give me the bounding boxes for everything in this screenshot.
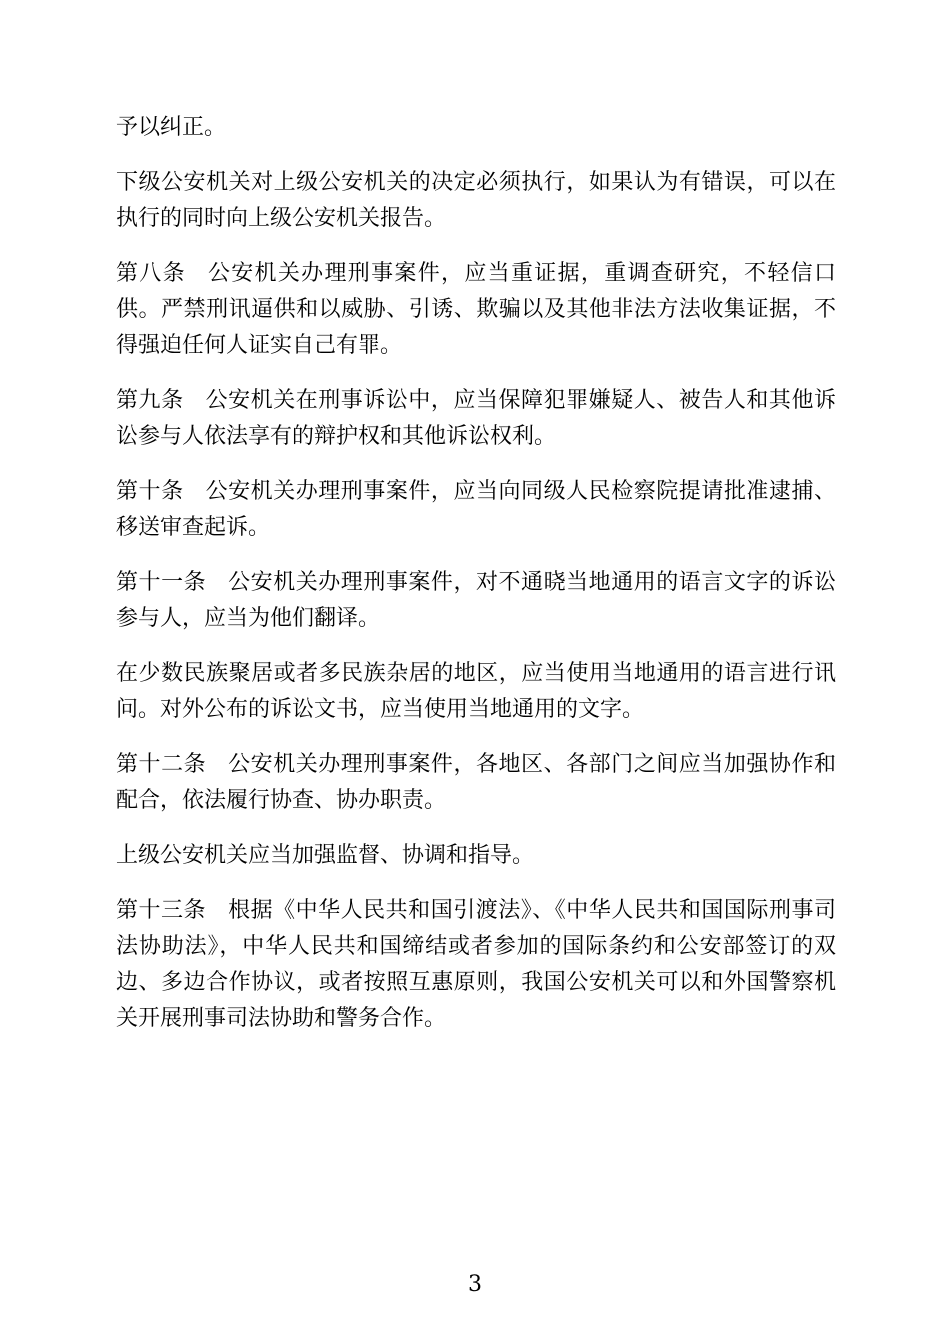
paragraph-text: 下级公安机关对上级公安机关的决定必须执行，如果认为有错误，可以在执行的同时向上级公安机关报告。 (116, 170, 836, 231)
article-9 (116, 383, 836, 455)
article-text: 公安机关在刑事诉讼中，应当保障犯罪嫌疑人、被告人和其他诉讼参与人依法享有的辩护权和其他诉讼权利。 (116, 388, 836, 449)
paragraph (116, 110, 836, 146)
paragraph (116, 656, 836, 728)
article-11 (116, 565, 836, 637)
page-number: 3 (468, 1272, 482, 1297)
article-13 (116, 893, 836, 1037)
article-text: 公安机关办理刑事案件，应当重证据，重调查研究，不轻信口供。严禁刑讯逼供和以威胁、引诱、欺骗以及其他非法方法收集证据，不得强迫任何人证实自己有罪。 (116, 261, 836, 358)
paragraph-text: 在少数民族聚居或者多民族杂居的地区，应当使用当地通用的语言进行讯问。对外公布的诉讼文书，应当使用当地通用的文字。 (116, 661, 836, 722)
paragraph-text: 上级公安机关应当加强监督、协调和指导。 (116, 843, 535, 868)
article-title: 第十二条 (116, 752, 207, 777)
article-title: 第十一条 (116, 570, 207, 595)
document-body (116, 110, 836, 1056)
article-title: 第八条 (116, 261, 186, 286)
article-title: 第十条 (116, 479, 184, 504)
article-10 (116, 474, 836, 546)
article-title: 第九条 (116, 388, 184, 413)
article-text: 公安机关办理刑事案件，应当向同级人民检察院提请批准逮捕、移送审查起诉。 (116, 479, 836, 540)
paragraph (116, 165, 836, 237)
article-text: 公安机关办理刑事案件，各地区、各部门之间应当加强协作和配合，依法履行协查、协办职责。 (116, 752, 836, 813)
article-12 (116, 747, 836, 819)
paragraph (116, 838, 836, 874)
article-text: 公安机关办理刑事案件，对不通晓当地通用的语言文字的诉讼参与人，应当为他们翻译。 (116, 570, 836, 631)
article-8 (116, 256, 836, 364)
article-text: 根据《中华人民共和国引渡法》、《中华人民共和国国际刑事司法协助法》，中华人民共和国缔结或者参加的国际条约和公安部签订的双边、多边合作协议，或者按照互惠原则，我国公安机关可以和外国警察机关开展刑事司法协助和警务合作。 (116, 898, 836, 1031)
article-title: 第十三条 (116, 898, 207, 923)
paragraph-text: 予以纠正。 (116, 115, 227, 140)
